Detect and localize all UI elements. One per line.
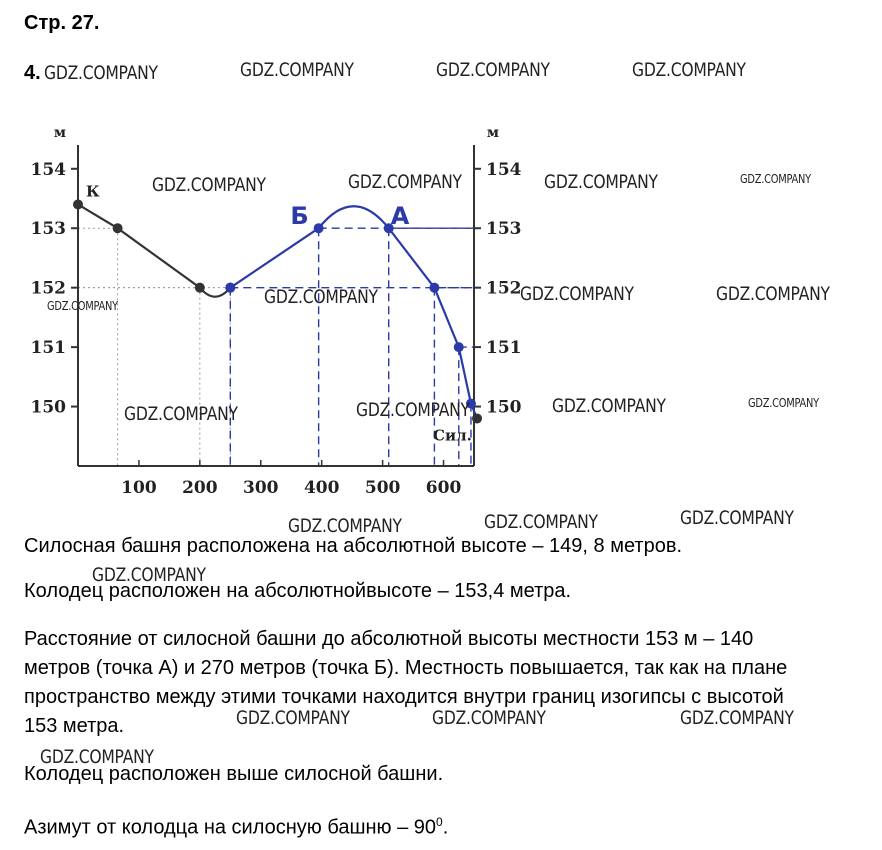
- watermark: GDZ.COMPANY: [484, 511, 598, 533]
- data-point: [73, 199, 83, 209]
- watermark: GDZ.COMPANY: [40, 746, 154, 768]
- paragraph-distance-line-4: 153 метра.: [24, 715, 125, 737]
- x-tick-label: 600: [425, 478, 462, 498]
- watermark: GDZ.COMPANY: [748, 396, 819, 410]
- paragraph-azimuth: [24, 808, 874, 843]
- series-lines: [78, 204, 477, 418]
- left-y-tick-label: 154: [30, 159, 66, 180]
- watermark: GDZ.COMPANY: [632, 59, 746, 81]
- data-points: [73, 199, 482, 423]
- azimuth-text: Азимут от колодца на силосную башню – 90: [24, 816, 437, 839]
- watermark: GDZ.COMPANY: [264, 286, 378, 308]
- paragraph-silo-height: Силосная башня расположена на абсолютной высоте – 149, 8 метров.: [24, 535, 682, 557]
- watermark: GDZ.COMPANY: [552, 395, 666, 417]
- point-label: А: [390, 202, 410, 231]
- watermark: GDZ.COMPANY: [92, 564, 206, 586]
- guide-lines: [78, 228, 474, 466]
- watermark: GDZ.COMPANY: [680, 507, 794, 529]
- left-y-tick-label: 152: [30, 278, 66, 299]
- right-y-tick-label: 153: [486, 219, 522, 240]
- left-y-unit: м: [53, 125, 67, 141]
- watermark: GDZ.COMPANY: [288, 515, 402, 537]
- watermark: GDZ.COMPANY: [47, 299, 118, 313]
- left-y-tick-label: 150: [30, 397, 66, 418]
- watermark: GDZ.COMPANY: [520, 283, 634, 305]
- azimuth-end: .: [442, 816, 449, 839]
- right-y-tick-label: 150: [486, 397, 522, 418]
- watermark: GDZ.COMPANY: [240, 59, 354, 81]
- data-point: [225, 283, 235, 293]
- profile-line-original: [78, 204, 230, 296]
- watermark: GDZ.COMPANY: [348, 171, 462, 193]
- paragraph-distance-line-3: пространство между этими точками находится внутри границ изогипсы с высотой: [24, 686, 784, 708]
- watermark: GDZ.COMPANY: [124, 403, 238, 425]
- x-tick-label: 300: [243, 478, 279, 498]
- watermark: GDZ.COMPANY: [740, 172, 811, 186]
- profile-line-drawn: [230, 206, 477, 418]
- data-point: [429, 283, 439, 293]
- watermark: GDZ.COMPANY: [356, 399, 470, 421]
- x-tick-label: 200: [182, 478, 218, 498]
- data-point: [113, 223, 123, 233]
- paragraph-distance-line-2: метров (точка А) и 270 метров (точка Б). Местность повышается, так как на плане: [24, 657, 788, 679]
- paragraph-distance-line-1: Расстояние от силосной башни до абсолютной высоты местности 153 м – 140: [24, 628, 754, 650]
- data-point: [195, 283, 205, 293]
- watermark: GDZ.COMPANY: [236, 707, 350, 729]
- right-y-tick-label: 151: [486, 338, 522, 359]
- paragraph-comparison: Колодец расположен выше силосной башни.: [24, 763, 444, 785]
- watermark: GDZ.COMPANY: [544, 171, 658, 193]
- tick-marks: [31, 160, 522, 498]
- watermark: GDZ.COMPANY: [44, 62, 158, 84]
- point-label: К: [86, 182, 100, 201]
- right-y-tick-label: 152: [486, 278, 522, 299]
- left-y-tick-label: 151: [30, 338, 66, 359]
- page-title: Стр. 27.: [24, 12, 100, 34]
- watermark: GDZ.COMPANY: [436, 59, 550, 81]
- right-y-tick-label: 154: [486, 159, 522, 180]
- data-point: [314, 223, 324, 233]
- point-label: Сил.: [433, 426, 472, 445]
- x-tick-label: 500: [364, 478, 401, 498]
- task-number: 4.: [24, 62, 41, 84]
- data-point-silo: [472, 413, 482, 423]
- point-label: Б: [290, 202, 309, 231]
- left-y-tick-label: 153: [30, 219, 66, 240]
- watermark: GDZ.COMPANY: [680, 707, 794, 729]
- watermark: GDZ.COMPANY: [716, 283, 830, 305]
- x-tick-label: 100: [121, 478, 157, 498]
- azimuth-degree: 0: [436, 815, 443, 829]
- right-y-unit: м: [486, 125, 500, 141]
- paragraph-well-height: Колодец расположен на абсолютнойвысоте – 153,4 метра.: [24, 580, 572, 602]
- x-tick-label: 400: [303, 478, 340, 498]
- data-point: [454, 342, 464, 352]
- watermark: GDZ.COMPANY: [152, 174, 266, 196]
- watermark: GDZ.COMPANY: [432, 707, 546, 729]
